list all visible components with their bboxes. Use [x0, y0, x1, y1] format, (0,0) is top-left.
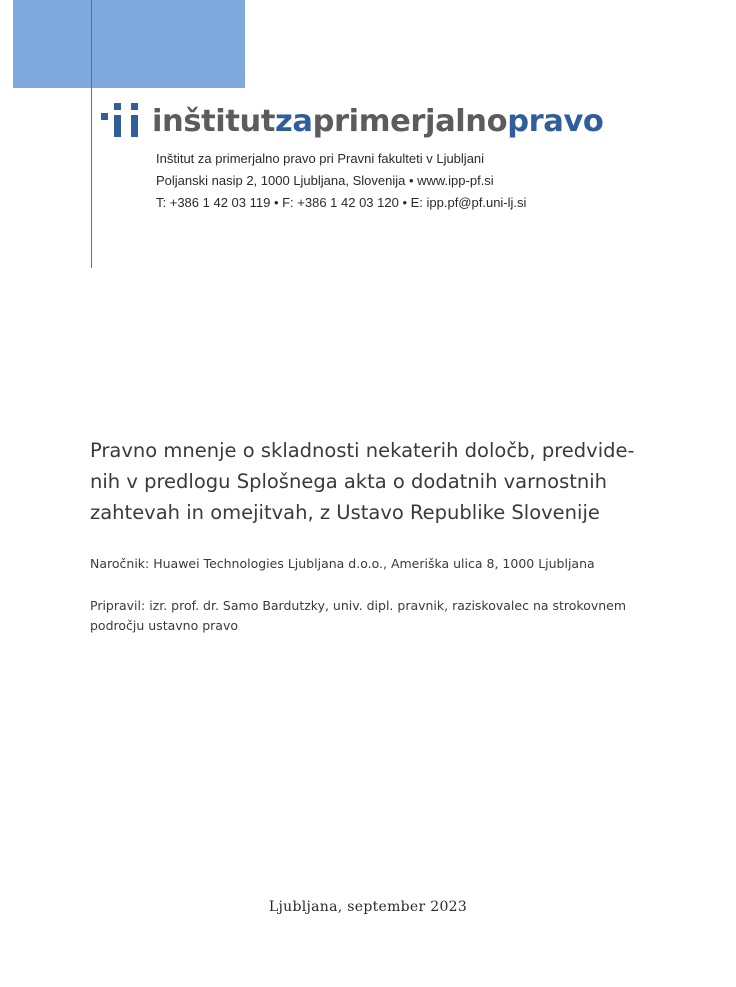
header-color-block — [13, 0, 245, 88]
document-prepared-by: Pripravil: izr. prof. dr. Samo Bardutzky, univ. dipl. pravnik, raziskovalec na strokovnem področju ustavno pravo — [90, 598, 627, 633]
institute-contacts: T: +386 1 42 03 119 • F: +386 1 42 03 120 • E: ipp.pf@pf.uni-lj.si — [156, 195, 527, 210]
margin-vertical-rule — [91, 0, 92, 268]
document-client: Naročnik: Huawei Technologies Ljubljana d.o.o., Ameriška ulica 8, 1000 Ljubljana — [90, 556, 595, 571]
institute-dots-logo-icon — [101, 103, 145, 139]
wordmark-za: za — [275, 104, 313, 139]
wordmark-primerjalno: primerjalno — [312, 104, 508, 139]
institute-dots-logo-icon-svg — [101, 103, 145, 139]
institute-address: Poljanski nasip 2, 1000 Ljubljana, Slovenija • www.ipp-pf.si — [156, 173, 494, 188]
document-title-line-1: Pravno mnenje o skladnosti nekaterih določb, predvide- — [90, 439, 635, 462]
institute-contact-block — [156, 148, 526, 214]
institute-full-name: Inštitut za primerjalno pravo pri Pravni fakulteti v Ljubljani — [156, 151, 485, 166]
document-place-date: Ljubljana, september 2023 — [268, 899, 468, 915]
document-title-line-2: nih v predlogu Splošnega akta o dodatnih varnostnih — [90, 470, 608, 493]
document-title — [90, 435, 660, 528]
document-title-line-3: zahtevah in omejitvah, z Ustavo Republike Slovenije — [90, 501, 600, 524]
institute-wordmark — [152, 102, 603, 142]
wordmark-institut: inštitut — [152, 104, 276, 139]
wordmark-pravo: pravo — [507, 104, 604, 139]
